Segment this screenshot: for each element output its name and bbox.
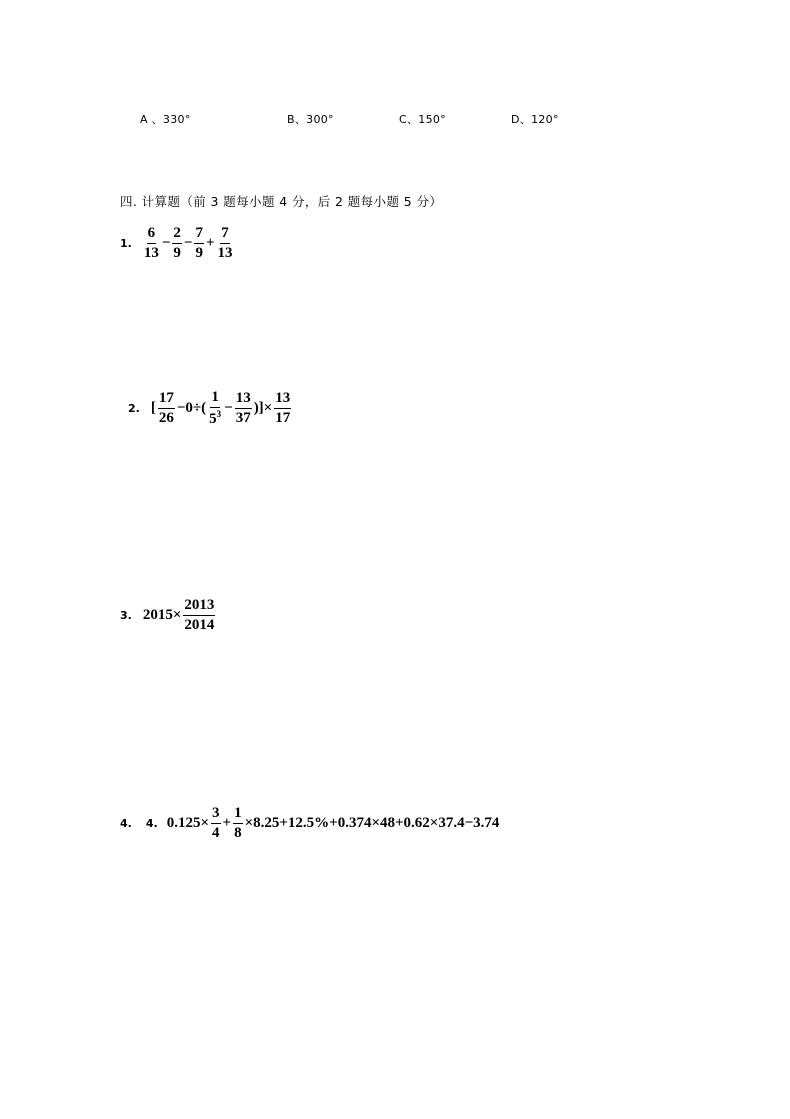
problem-3 — [120, 598, 216, 633]
operator: + — [222, 815, 232, 831]
fraction: $\frac{1}{8}$ — [234, 805, 242, 841]
operator: ×8.25+12.5%+0.374×48+0.62×37.4−3.74 — [244, 815, 500, 831]
bracket: [ — [150, 400, 156, 416]
fraction: $\frac{3}{4}$ — [212, 805, 220, 841]
operator: − — [224, 400, 233, 416]
problem-number: 3. — [120, 609, 132, 622]
problem-number: 1. — [120, 237, 132, 250]
fraction: $\frac{2013}{2014}$ — [184, 597, 215, 633]
option-d: D、120° — [511, 113, 559, 126]
operator: 2015× — [142, 607, 182, 623]
fraction: $\frac{13}{37}$ — [235, 390, 251, 426]
option-b: B、300° — [287, 113, 334, 126]
operator: )]× — [253, 400, 273, 416]
fraction: $\frac{7}{13}$ — [217, 225, 233, 261]
fraction: $\frac{1}{5^3}$ — [209, 389, 222, 427]
operator: − — [183, 235, 193, 251]
option-a: A 、330° — [140, 113, 191, 126]
operator: 0.125× — [166, 815, 209, 831]
operator: − — [161, 235, 171, 251]
operator: + — [205, 235, 215, 251]
problem-number: 4. — [120, 817, 132, 830]
problem-sub-number: 4. — [145, 817, 158, 830]
fraction: $\frac{2}{9}$ — [173, 225, 181, 261]
fraction: $\frac{17}{26}$ — [158, 390, 174, 426]
fraction: $\frac{13}{17}$ — [275, 390, 291, 426]
problem-2 — [128, 390, 292, 427]
fraction: $\frac{6}{13}$ — [143, 225, 159, 261]
operator: −0÷( — [176, 400, 207, 416]
problem-number: 2. — [128, 402, 140, 415]
problem-4 — [120, 806, 500, 841]
fraction: $\frac{7}{9}$ — [195, 225, 203, 261]
problem-1 — [120, 226, 235, 261]
section-heading: 四. 计算题（前 3 题每小题 4 分，后 2 题每小题 5 分） — [120, 194, 443, 209]
option-c: C、150° — [399, 113, 446, 126]
